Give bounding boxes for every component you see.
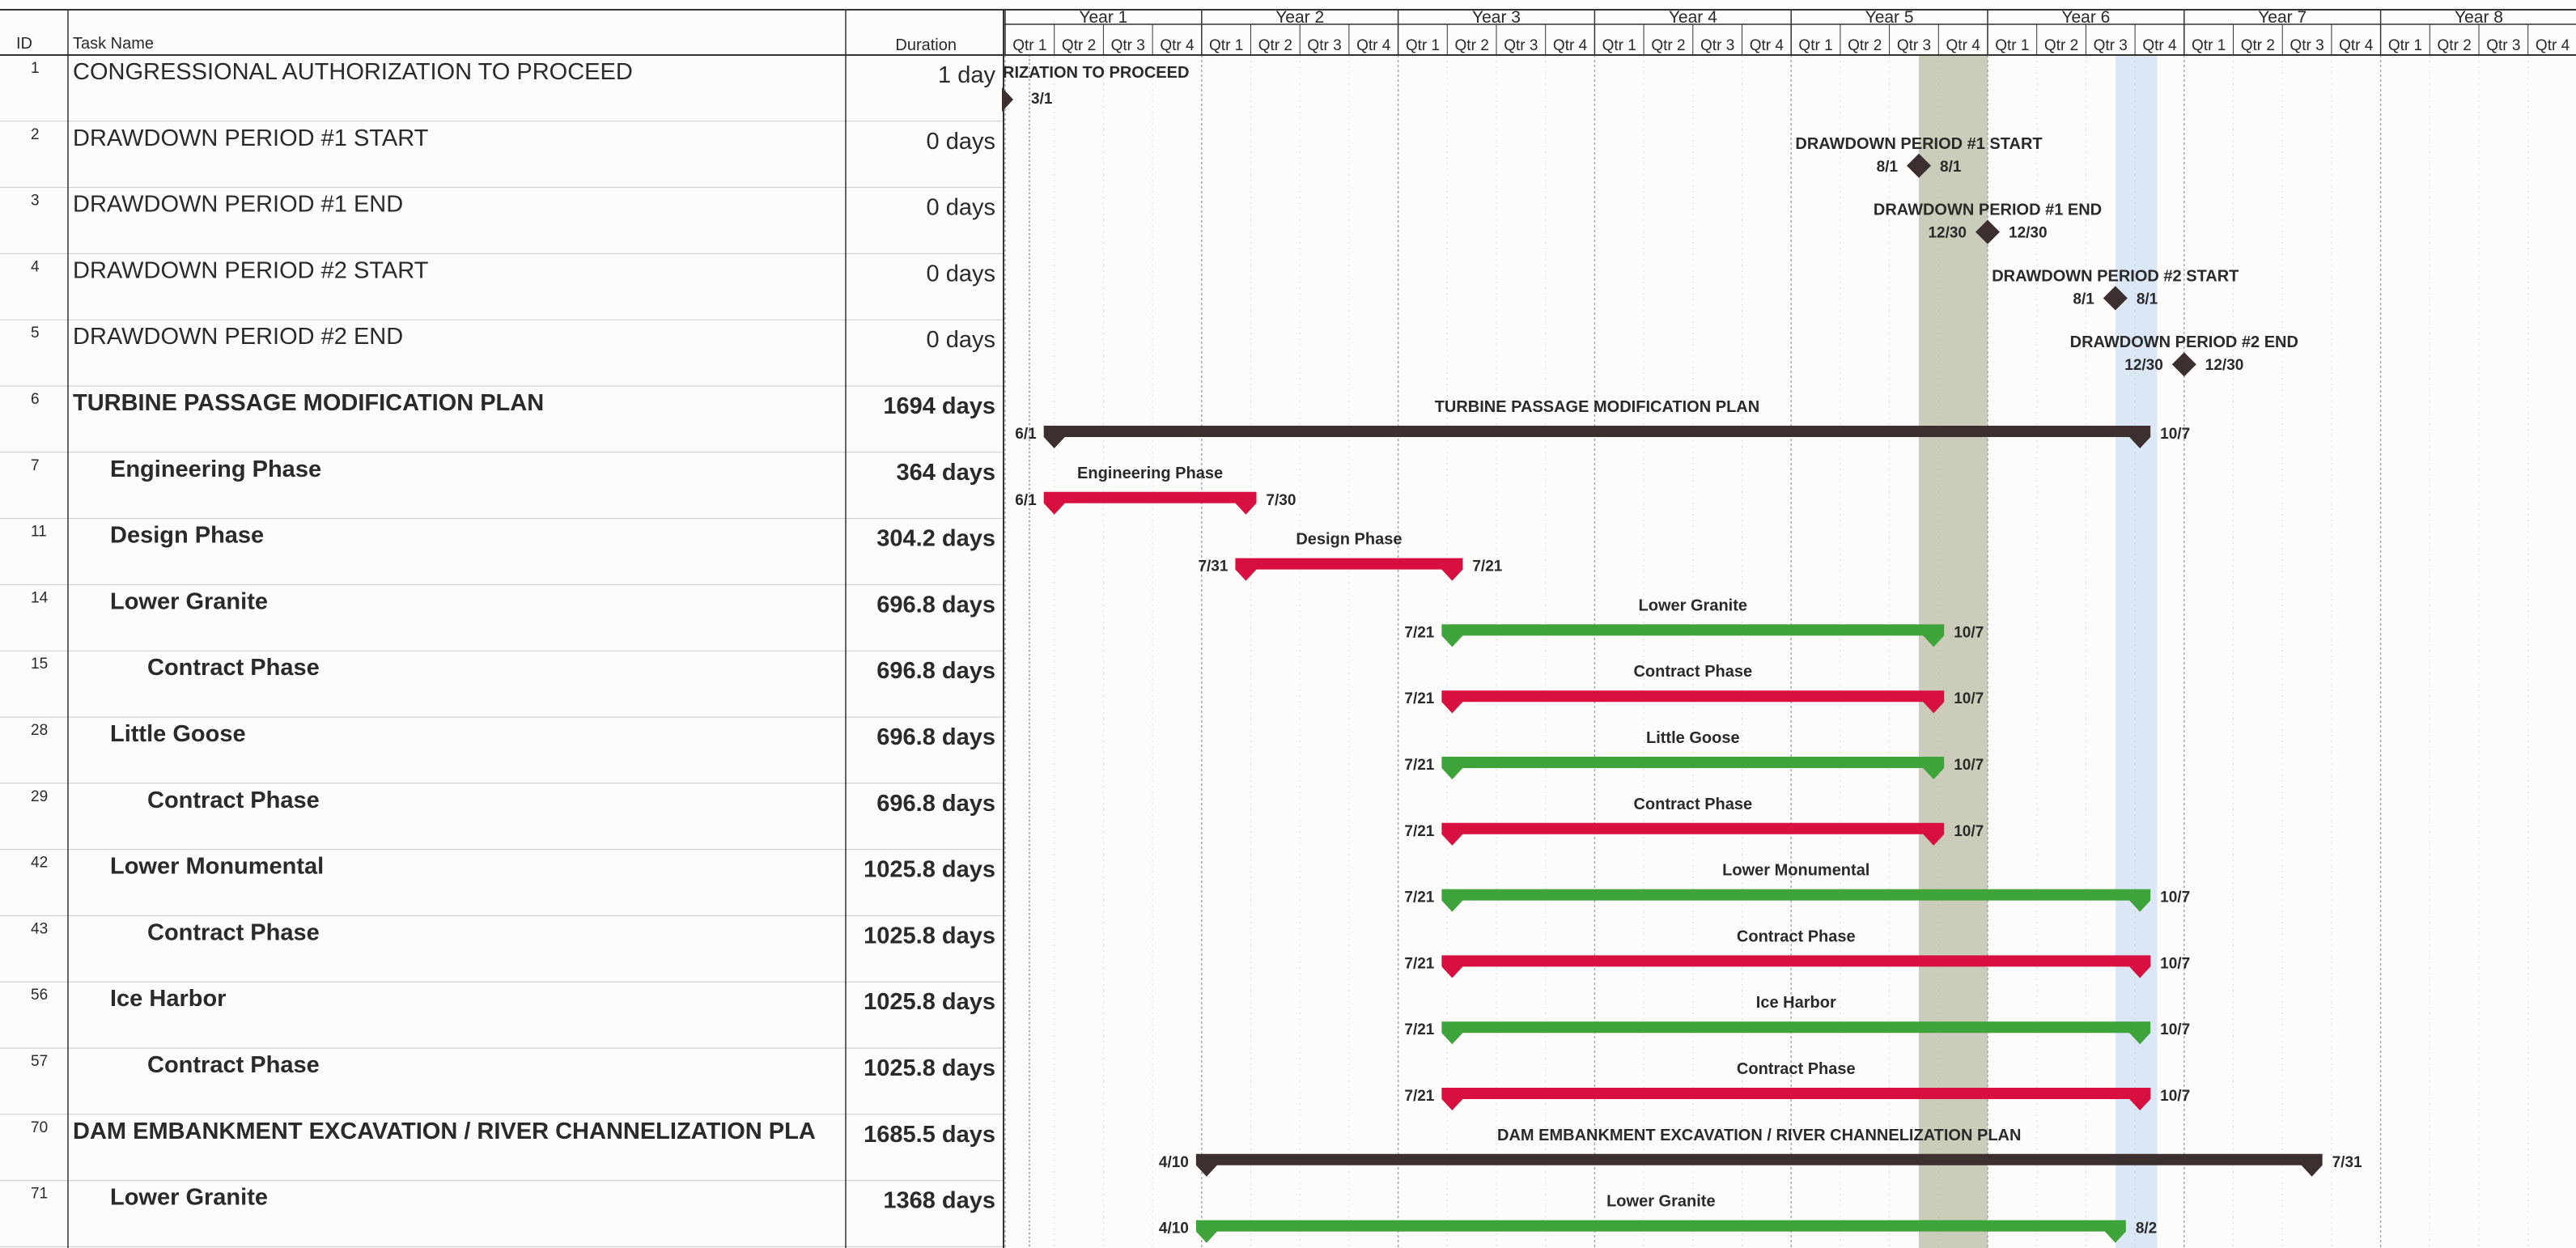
bar-end-date: 7/30 bbox=[1266, 491, 1296, 509]
highlight-band bbox=[2116, 55, 2158, 1248]
task-id: 1 bbox=[31, 60, 40, 77]
task-id: 56 bbox=[31, 987, 49, 1004]
task-name: Lower Granite bbox=[110, 588, 268, 615]
task-name: CONGRESSIONAL AUTHORIZATION TO PROCEED bbox=[73, 59, 633, 85]
task-id: 15 bbox=[31, 656, 49, 673]
task-duration: 1025.8 days bbox=[864, 1055, 995, 1081]
bar-end-date: 10/7 bbox=[2160, 426, 2191, 443]
bar-start-date: 7/21 bbox=[1404, 757, 1435, 774]
task-name: TURBINE PASSAGE MODIFICATION PLAN bbox=[73, 390, 545, 416]
quarter-label: Qtr 2 bbox=[1061, 37, 1097, 54]
task-id: 5 bbox=[31, 325, 40, 342]
bar-end-date: 7/31 bbox=[2332, 1153, 2362, 1171]
quarter-label: Qtr 3 bbox=[2290, 37, 2324, 54]
quarter-label: Qtr 4 bbox=[1356, 37, 1391, 54]
bar-label: Ice Harbor bbox=[1755, 994, 1836, 1012]
task-id: 29 bbox=[31, 787, 49, 805]
task-id: 71 bbox=[31, 1185, 49, 1203]
task-id: 2 bbox=[31, 125, 40, 143]
quarter-label: Qtr 1 bbox=[1602, 37, 1636, 54]
bar-start-date: 4/10 bbox=[1158, 1220, 1189, 1237]
task-duration: 1025.8 days bbox=[864, 989, 995, 1016]
task-name: Contract Phase bbox=[147, 787, 320, 813]
task-name: DRAWDOWN PERIOD #2 END bbox=[73, 324, 404, 350]
task-name: Design Phase bbox=[110, 522, 265, 549]
bar-label: Contract Phase bbox=[1736, 928, 1856, 946]
quarter-label: Qtr 1 bbox=[2387, 37, 2423, 54]
bar-end-date: 8/2 bbox=[2135, 1220, 2158, 1237]
quarter-label: Qtr 1 bbox=[1012, 37, 1047, 54]
bar-end-date: 10/7 bbox=[1954, 757, 1984, 774]
bar-start-date: 8/1 bbox=[1876, 158, 1899, 176]
task-id: 70 bbox=[31, 1119, 49, 1136]
quarter-label: Qtr 1 bbox=[1209, 37, 1244, 54]
bar-start-date: 7/21 bbox=[1404, 822, 1435, 840]
bar-end-date: 12/30 bbox=[2205, 357, 2244, 375]
bar-label: Design Phase bbox=[1296, 530, 1403, 549]
task-name: Contract Phase bbox=[147, 655, 320, 681]
task-name: DRAWDOWN PERIOD #1 START bbox=[73, 125, 429, 151]
bar-end-date: 8/1 bbox=[2136, 291, 2158, 308]
bar-end-date: 10/7 bbox=[2160, 889, 2191, 906]
task-duration: 0 days bbox=[926, 128, 995, 155]
bar-label: Contract Phase bbox=[1736, 1060, 1856, 1078]
year-label: Year 2 bbox=[1275, 8, 1325, 27]
task-id: 28 bbox=[31, 722, 49, 739]
bar-label: DRAWDOWN PERIOD #1 START bbox=[1795, 134, 2043, 153]
year-label: Year 4 bbox=[1668, 8, 1717, 27]
quarter-label: Qtr 4 bbox=[2339, 37, 2374, 54]
task-id: 57 bbox=[31, 1053, 49, 1070]
bar-label: Contract Phase bbox=[1633, 795, 1753, 813]
bar-label: DRAWDOWN PERIOD #1 END bbox=[1873, 201, 2103, 219]
task-duration: 696.8 days bbox=[876, 658, 995, 685]
year-label: Year 5 bbox=[1865, 8, 1914, 27]
task-name: Ice Harbor bbox=[110, 986, 227, 1012]
task-name: Little Goose bbox=[110, 721, 246, 747]
task-id: 11 bbox=[31, 523, 47, 541]
bar-end-date: 10/7 bbox=[2160, 955, 2191, 973]
task-duration: 1025.8 days bbox=[864, 923, 995, 949]
quarter-label: Qtr 3 bbox=[1700, 37, 1735, 54]
task-id: 43 bbox=[31, 920, 49, 938]
bar-end-date: 10/7 bbox=[1954, 624, 1984, 642]
task-duration: 696.8 days bbox=[876, 790, 995, 817]
quarter-label: Qtr 3 bbox=[2093, 37, 2128, 54]
quarter-label: Qtr 2 bbox=[1651, 37, 1686, 54]
bar-start-date: 7/21 bbox=[1404, 889, 1435, 906]
quarter-label: Qtr 3 bbox=[1896, 37, 1932, 54]
bar-label: Contract Phase bbox=[1633, 663, 1753, 681]
quarter-label: Qtr 3 bbox=[1504, 37, 1538, 54]
task-id: 3 bbox=[31, 192, 40, 210]
task-name: DAM EMBANKMENT EXCAVATION / RIVER CHANNELIZATION PLA bbox=[73, 1118, 816, 1144]
bar-end-date: 3/1 bbox=[1031, 91, 1053, 108]
task-name: Lower Monumental bbox=[110, 853, 325, 880]
task-duration: 696.8 days bbox=[876, 592, 995, 618]
bar-label: Lower Monumental bbox=[1722, 861, 1870, 880]
bar-label: Lower Granite bbox=[1638, 596, 1748, 615]
bar-start-date: 12/30 bbox=[2124, 357, 2163, 375]
year-label: Year 1 bbox=[1079, 8, 1128, 27]
task-duration: 0 days bbox=[926, 194, 995, 221]
bar-start-date: 7/21 bbox=[1404, 955, 1435, 973]
quarter-label: Qtr 4 bbox=[1946, 37, 1980, 54]
quarter-label: Qtr 1 bbox=[2192, 37, 2226, 54]
bar-start-date: 7/21 bbox=[1404, 1021, 1435, 1039]
task-duration: 1694 days bbox=[883, 393, 995, 419]
quarter-label: Qtr 4 bbox=[1552, 37, 1588, 54]
bar-end-date: 7/21 bbox=[1472, 558, 1503, 575]
bar-label: Little Goose bbox=[1646, 729, 1740, 747]
bar-label: RIZATION TO PROCEED bbox=[1003, 64, 1190, 82]
duration-column-header: Duration bbox=[895, 36, 957, 54]
bar-label: Lower Granite bbox=[1606, 1192, 1716, 1211]
bar-label: DRAWDOWN PERIOD #2 START bbox=[1992, 267, 2239, 286]
quarter-label: Qtr 4 bbox=[1749, 37, 1784, 54]
year-label: Year 3 bbox=[1472, 8, 1521, 27]
bar-start-date: 8/1 bbox=[2073, 291, 2094, 308]
quarter-label: Qtr 2 bbox=[1454, 37, 1489, 54]
bar-end-date: 10/7 bbox=[2160, 1021, 2191, 1039]
task-id: 4 bbox=[31, 258, 40, 276]
quarter-label: Qtr 2 bbox=[1848, 37, 1882, 54]
task-name: Contract Phase bbox=[147, 919, 320, 946]
bar-label: DRAWDOWN PERIOD #2 END bbox=[2069, 333, 2298, 352]
quarter-label: Qtr 1 bbox=[1798, 37, 1833, 54]
quarter-label: Qtr 1 bbox=[1995, 37, 2030, 54]
bar-end-date: 10/7 bbox=[2160, 1088, 2191, 1105]
task-name: Engineering Phase bbox=[110, 456, 322, 482]
quarter-label: Qtr 4 bbox=[2535, 37, 2570, 54]
year-label: Year 8 bbox=[2455, 8, 2503, 27]
task-id: 7 bbox=[31, 456, 40, 474]
quarter-label: Qtr 2 bbox=[2043, 37, 2079, 54]
task-name: Contract Phase bbox=[147, 1052, 320, 1078]
task-duration: 1685.5 days bbox=[864, 1121, 995, 1148]
task-duration: 304.2 days bbox=[876, 525, 995, 552]
bar-end-date: 12/30 bbox=[2009, 224, 2048, 242]
bar-start-date: 7/21 bbox=[1404, 1088, 1435, 1105]
task-name: DRAWDOWN PERIOD #2 START bbox=[73, 257, 429, 284]
task-name-column-header: Task Name bbox=[73, 35, 155, 53]
quarter-label: Qtr 3 bbox=[2486, 37, 2521, 54]
quarter-label: Qtr 3 bbox=[1110, 37, 1145, 54]
bar-label: Engineering Phase bbox=[1077, 464, 1224, 482]
bar-start-date: 12/30 bbox=[1928, 224, 1967, 242]
task-name: DRAWDOWN PERIOD #1 END bbox=[73, 191, 404, 218]
bar-label: TURBINE PASSAGE MODIFICATION PLAN bbox=[1434, 398, 1760, 416]
task-duration: 1368 days bbox=[883, 1187, 995, 1214]
bar-start-date: 6/1 bbox=[1015, 491, 1037, 509]
quarter-label: Qtr 2 bbox=[2240, 37, 2275, 54]
year-label: Year 6 bbox=[2061, 8, 2111, 27]
quarter-label: Qtr 4 bbox=[2142, 37, 2177, 54]
bar-start-date: 4/10 bbox=[1158, 1153, 1189, 1171]
bar-end-date: 10/7 bbox=[1954, 690, 1984, 708]
quarter-label: Qtr 2 bbox=[1258, 37, 1292, 54]
task-duration: 696.8 days bbox=[876, 724, 995, 750]
task-duration: 0 days bbox=[926, 327, 995, 354]
task-id: 14 bbox=[31, 589, 49, 607]
task-id: 42 bbox=[31, 854, 49, 872]
bar-start-date: 7/31 bbox=[1198, 558, 1229, 575]
bar-label: DAM EMBANKMENT EXCAVATION / RIVER CHANNELIZATION PLAN bbox=[1497, 1126, 2022, 1144]
bar-start-date: 6/1 bbox=[1015, 426, 1037, 443]
year-label: Year 7 bbox=[2258, 8, 2307, 27]
quarter-label: Qtr 2 bbox=[2437, 37, 2472, 54]
bar-start-date: 7/21 bbox=[1404, 624, 1435, 642]
task-name: Lower Granite bbox=[110, 1184, 268, 1211]
task-duration: 0 days bbox=[926, 261, 995, 287]
quarter-label: Qtr 1 bbox=[1405, 37, 1441, 54]
bar-end-date: 8/1 bbox=[1940, 158, 1962, 176]
task-duration: 364 days bbox=[896, 459, 995, 486]
task-duration: 1 day bbox=[938, 62, 995, 88]
bar-start-date: 7/21 bbox=[1404, 690, 1435, 708]
quarter-label: Qtr 4 bbox=[1160, 37, 1195, 54]
task-duration: 1025.8 days bbox=[864, 856, 995, 883]
id-column-header: ID bbox=[16, 35, 32, 53]
task-id: 6 bbox=[31, 391, 40, 408]
quarter-label: Qtr 3 bbox=[1307, 37, 1342, 54]
bar-end-date: 10/7 bbox=[1954, 822, 1984, 840]
